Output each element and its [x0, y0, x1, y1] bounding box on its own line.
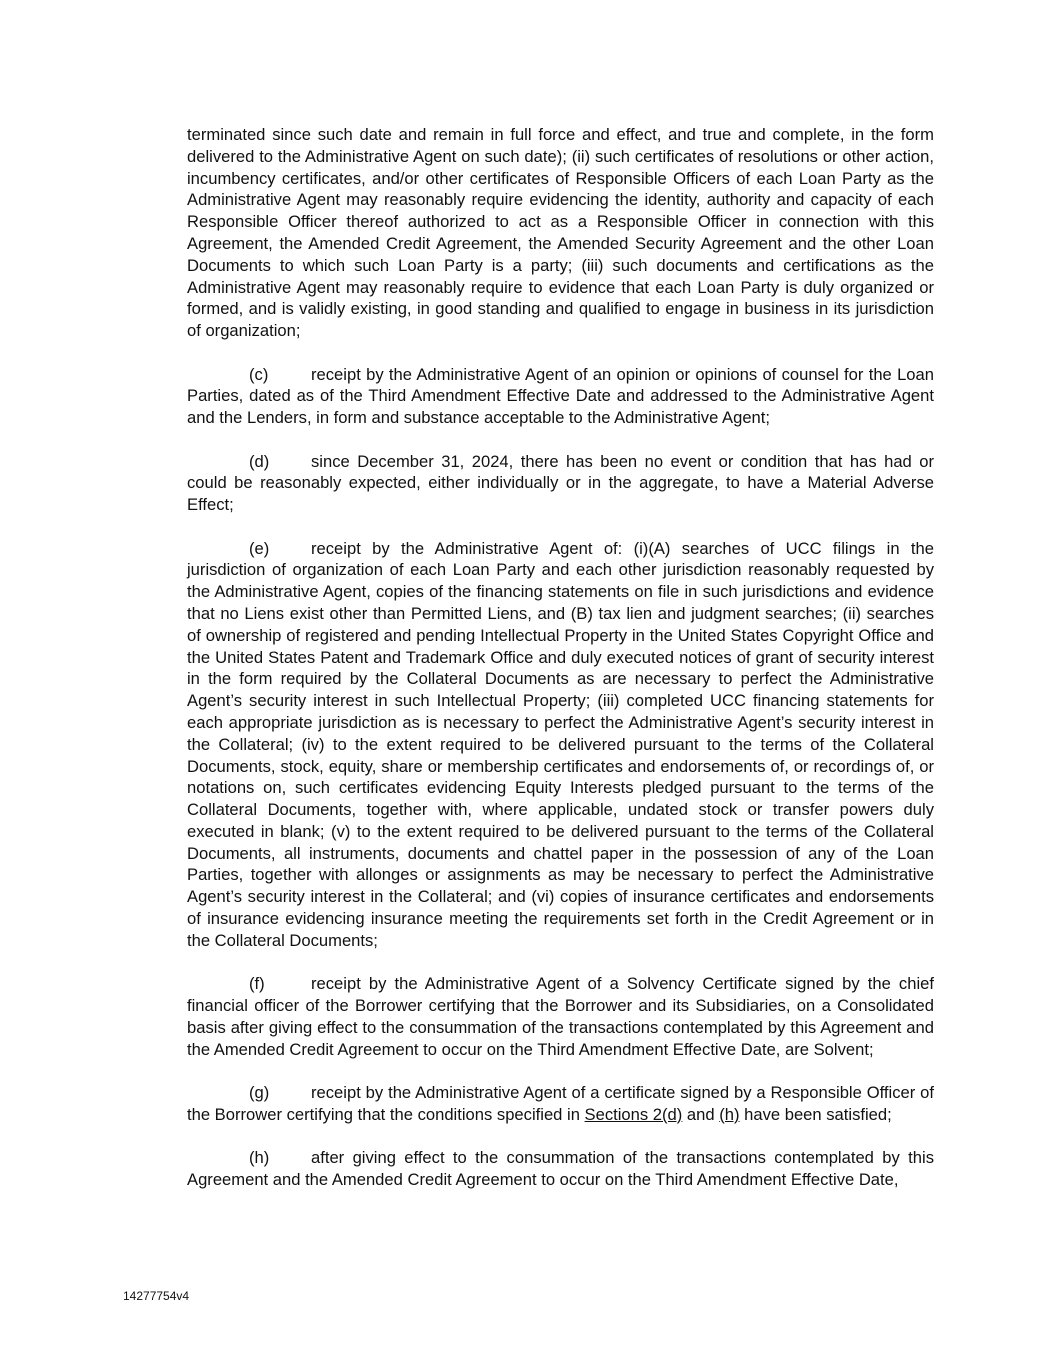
clause-label: (e)	[249, 538, 270, 558]
clause-c	[187, 364, 934, 429]
clause-label: (d)	[249, 451, 270, 471]
clause-label: (f)	[249, 974, 265, 994]
clause-text: receipt by the Administrative Agent of: (i)(A) searches of UCC filings in the jurisdiction of organization of each Loan Party and each other jurisdiction reasonably requested by the Administrative Agent, copies of the financing statements on file in such jurisdictions and evidence that no Liens exist other than Permitted Liens, and (B) tax lien and judgment searches; (ii) searches of ownership of registered and pending Intellectual Property in the United States Copyright Office and the United States Patent and Trademark Office and duly executed notices of grant of security interest in the form required by the Collateral Documents as are necessary to perfect the Administrative Agent’s security interest in such Intellectual Property; (iii) completed UCC financing statements for each appropriate jurisdiction as is necessary to perfect the Administrative Agent’s security interest in the Collateral; (iv) to the extent required to be delivered pursuant to the terms of the Collateral Documents, stock, equity, share or membership certificates and endorsements of, or recordings of, or notations on, such certificates evidencing Equity Interests pledged pursuant to the terms of the Collateral Documents, together with, where applicable, undated stock or transfer powers duly executed in blank; (v) to the extent required to be delivered pursuant to the terms of the Collateral Documents, all instruments, documents and chattel paper in the possession of any of the Loan Parties, together with allonges or assignments as may be necessary to perfect the Administrative Agent’s security interest in the Collateral; and (vi) copies of insurance certificates and endorsements of insurance evidencing insurance meeting the requirements set forth in the Credit Agreement or in the Collateral Documents;	[187, 538, 934, 950]
document-id-footer: 14277754v4	[123, 1289, 190, 1303]
clause-g	[187, 1082, 934, 1126]
section-reference-link[interactable]: Sections 2(d)	[584, 1104, 683, 1124]
clause-text: receipt by the Administrative Agent of a Solvency Certificate signed by the chief financial officer of the Borrower certifying that the Borrower and its Subsidiaries, on a Consolidated basis after giving effect to the consummation of the transactions contemplated by this Agreement and the Amended Credit Agreement to occur on the Third Amendment Effective Date, are Solvent;	[187, 974, 934, 1059]
document-body	[187, 124, 934, 1212]
clause-label: (h)	[249, 1148, 270, 1168]
clause-label: (c)	[249, 364, 269, 384]
clause-text: receipt by the Administrative Agent of an opinion or opinions of counsel for the Loan Parties, dated as of the Third Amendment Effective Date and addressed to the Administrative Agent and the Lenders, in form and substance acceptable to the Administrative Agent;	[187, 364, 934, 428]
clause-text: since December 31, 2024, there has been no event or condition that has had or could be reasonably expected, either individually or in the aggregate, to have a Material Adverse Effect;	[187, 451, 934, 515]
clause-text: after giving effect to the consummation of the transactions contemplated by this Agreement and the Amended Credit Agreement to occur on the Third Amendment Effective Date,	[187, 1148, 934, 1190]
clause-h	[187, 1147, 934, 1191]
clause-e	[187, 538, 934, 952]
clause-d	[187, 451, 934, 516]
clause-text: have been satisfied;	[739, 1104, 892, 1124]
clause-f	[187, 973, 934, 1060]
clause-text: receipt by the Administrative Agent of a certificate signed by a Responsible Officer of the Borrower certifying that the conditions specified in	[187, 1083, 934, 1124]
clause-label: (g)	[249, 1083, 270, 1103]
continued-paragraph: terminated since such date and remain in full force and effect, and true and complete, in the form delivered to the Administrative Agent on such date); (ii) such certificates of resolutions or other action, incumbency certificates, and/or other certificates of Responsible Officers of each Loan Party as the Administrative Agent may reasonably require evidencing the identity, authority and capacity of each Responsible Officer thereof authorized to act as a Responsible Officer in connection with this Agreement, the Amended Credit Agreement, the Amended Security Agreement and the other Loan Documents to which such Loan Party is a party; (iii) such documents and certifications as the Administrative Agent may reasonably require to evidence that each Loan Party is duly organized or formed, and is validly existing, in good standing and qualified to engage in business in its jurisdiction of organization;	[187, 125, 934, 341]
section-reference-link[interactable]: (h)	[719, 1104, 740, 1124]
clause-text: and	[682, 1104, 720, 1124]
